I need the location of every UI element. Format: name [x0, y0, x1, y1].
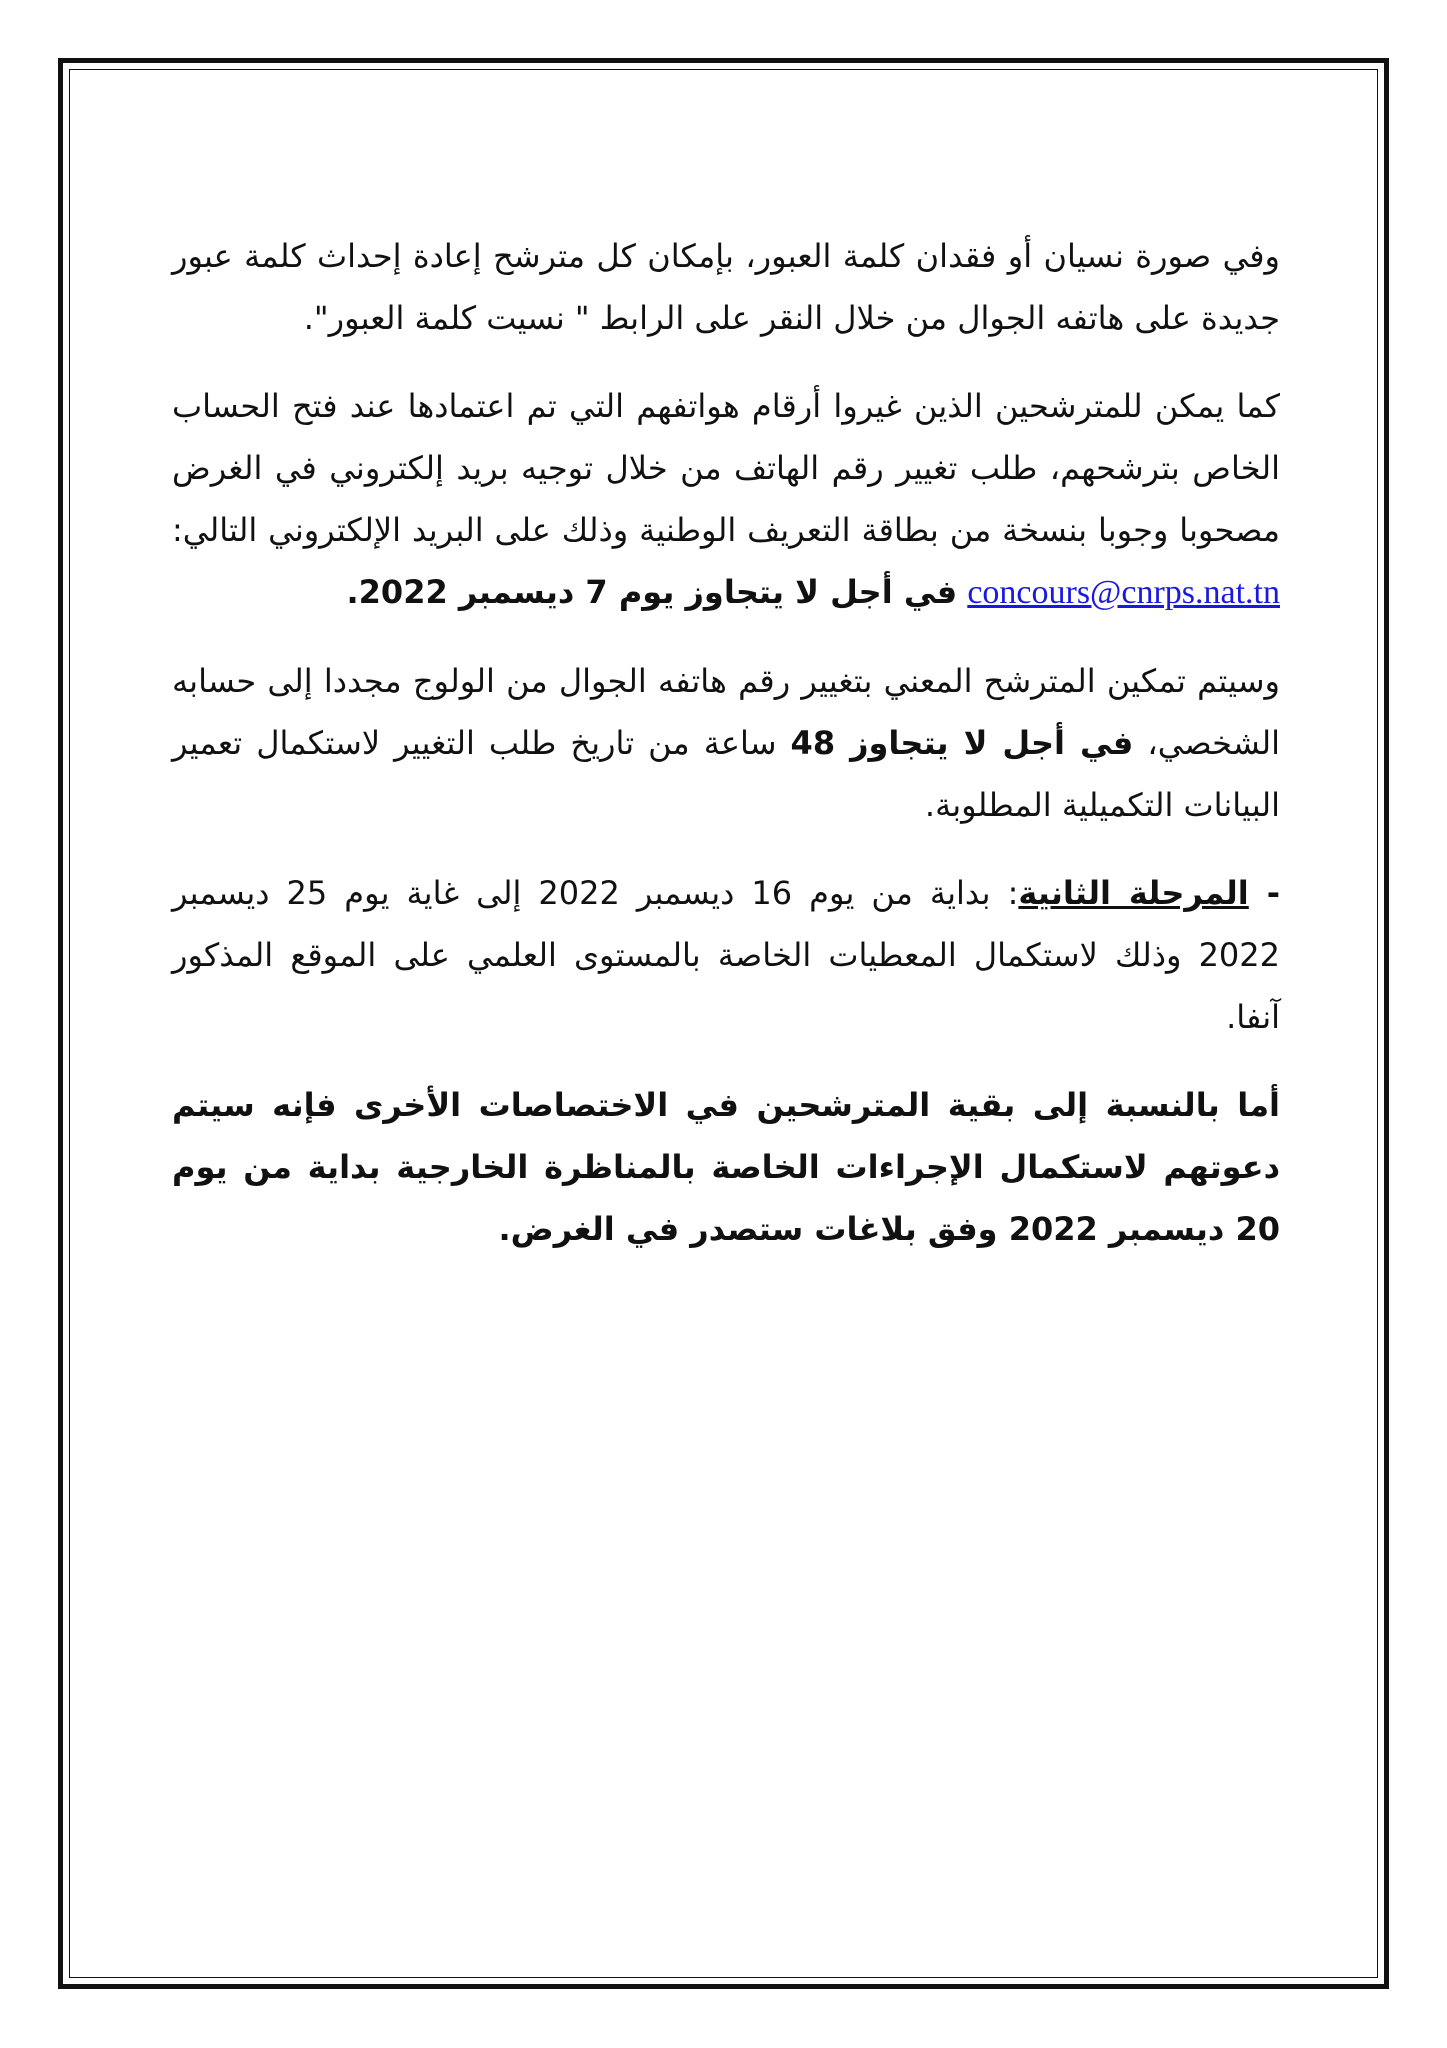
email-link[interactable]: concours@cnrps.nat.tn	[967, 574, 1280, 611]
paragraph-phone-change	[172, 375, 1280, 624]
phase-two-label: المرحلة الثانية	[1018, 874, 1249, 912]
paragraph-account-access	[172, 650, 1280, 836]
phone-change-deadline: في أجل لا يتجاوز يوم 7 ديسمبر 2022.	[346, 573, 958, 611]
account-access-text-2: ساعة من تاريخ طلب التغيير لاستكمال تعمير البيانات التكميلية المطلوبة.	[172, 724, 1280, 824]
phase-two-text: : بداية من يوم 16 ديسمبر 2022 إلى غاية يوم 25 ديسمبر 2022 وذلك لاستكمال المعطيات الخاصة بالمستوى العلمي على الموقع المذكور آنفا.	[172, 874, 1280, 1036]
paragraph-other-specialties: أما بالنسبة إلى بقية المترشحين في الاختصاصات الأخرى فإنه سيتم دعوتهم لاستكمال الإجراءات الخاصة بالمناظرة الخارجية بداية من يوم 20 ديسمبر 2022 وفق بلاغات ستصدر في الغرض.	[172, 1086, 1280, 1248]
phase-two-dash: -	[1248, 874, 1281, 912]
account-access-deadline: في أجل لا يتجاوز 48	[790, 724, 1134, 762]
paragraph-password-reset: وفي صورة نسيان أو فقدان كلمة العبور، بإمكان كل مترشح إعادة إحداث كلمة عبور جديدة على هاتفه الجوال من خلال النقر على الرابط " نسيت كلمة العبور".	[172, 237, 1280, 337]
document-body	[172, 225, 1280, 1286]
phone-change-text: كما يمكن للمترشحين الذين غيروا أرقام هواتفهم التي تم اعتمادها عند فتح الحساب الخاص بترشحهم، طلب تغيير رقم الهاتف من خلال توجيه بريد إلكتروني في الغرض مصحوبا وجوبا بنسخة من بطاقة التعريف الوطنية وذلك على البريد الإلكتروني التالي:	[172, 387, 1280, 549]
account-access-text-1: وسيتم تمكين المترشح المعني بتغيير رقم هاتفه الجوال من الولوج مجددا إلى حسابه الشخصي،	[172, 662, 1280, 762]
paragraph-phase-two	[172, 862, 1280, 1048]
